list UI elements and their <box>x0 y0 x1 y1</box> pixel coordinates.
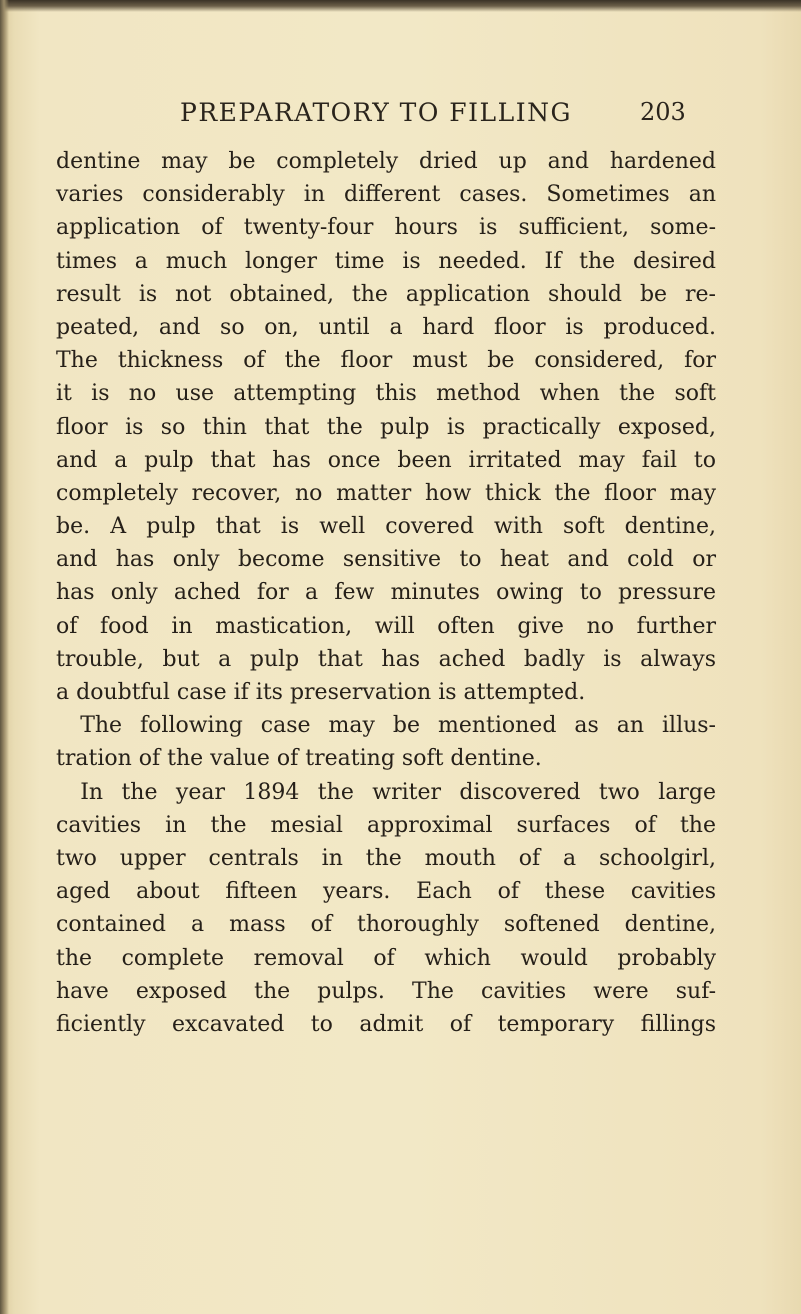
text-line: and a pulp that has once been irritated may fail to <box>56 447 716 473</box>
text-line: application of twenty-four hours is sufficient, some- <box>56 215 716 241</box>
text-line: the complete removal of which would probably <box>56 945 716 971</box>
text-line: be. A pulp that is well covered with soft dentine, <box>56 514 716 540</box>
page-number: 203 <box>640 98 686 126</box>
text-line: floor is so thin that the pulp is practically exposed, <box>56 414 716 440</box>
text-line: trouble, but a pulp that has ached badly is always <box>56 646 716 672</box>
text-line: result is not obtained, the application should be re- <box>56 281 716 307</box>
running-head: PREPARATORY TO FILLING <box>180 98 572 127</box>
text-line: contained a mass of thoroughly softened dentine, <box>56 912 716 938</box>
text-line: of food in mastication, will often give no further <box>56 613 716 639</box>
page-top-edge <box>0 0 801 12</box>
text-line: it is no use attempting this method when the soft <box>56 381 716 407</box>
text-line: tration of the value of treating soft dentine. <box>56 746 542 772</box>
text-line: aged about fifteen years. Each of these cavities <box>56 879 716 905</box>
text-line: cavities in the mesial approximal surfaces of the <box>56 812 716 838</box>
text-line: ficiently excavated to admit of temporary fillings <box>56 1011 716 1037</box>
text-line: two upper centrals in the mouth of a schoolgirl, <box>56 845 716 871</box>
text-line: In the year 1894 the writer discovered two large <box>80 779 716 805</box>
text-line: peated, and so on, until a hard floor is produced. <box>56 314 716 340</box>
text-line: and has only become sensitive to heat and cold or <box>56 547 716 573</box>
text-line: completely recover, no matter how thick the floor may <box>56 480 716 506</box>
text-line: have exposed the pulps. The cavities were suf- <box>56 978 716 1004</box>
text-line: varies considerably in different cases. Sometimes an <box>56 182 716 208</box>
text-line: dentine may be completely dried up and hardened <box>56 149 716 174</box>
text-line: The thickness of the floor must be considered, for <box>56 348 716 374</box>
text-line: The following case may be mentioned as an illus- <box>80 713 716 739</box>
text-line: a doubtful case if its preservation is attempted. <box>56 680 586 705</box>
body-text <box>56 145 716 1041</box>
page-header <box>180 98 686 138</box>
page-binding-edge <box>0 0 9 1314</box>
text-line: times a much longer time is needed. If the desired <box>56 248 716 274</box>
text-line: has only ached for a few minutes owing to pressure <box>56 580 716 606</box>
